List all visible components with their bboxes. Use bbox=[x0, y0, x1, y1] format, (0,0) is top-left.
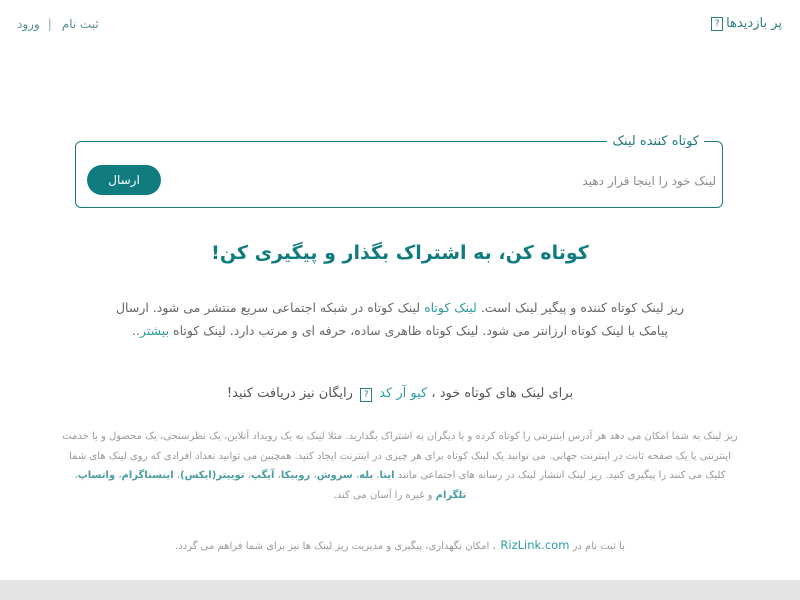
qr-code-line bbox=[0, 386, 800, 402]
short-link-link[interactable]: لینک کوتاه bbox=[424, 300, 477, 315]
qr-prefix: برای لینک های کوتاه خود ، bbox=[431, 386, 574, 401]
most-visited-link[interactable] bbox=[708, 16, 782, 31]
top-bar bbox=[0, 0, 800, 52]
intro-paragraph bbox=[100, 296, 700, 342]
qr-suffix: رایگان نیز دریافت کنید! bbox=[226, 386, 353, 401]
signup-note-prefix: با ثبت نام در bbox=[572, 541, 625, 552]
auth-links bbox=[17, 17, 99, 31]
login-link[interactable]: ورود bbox=[17, 17, 40, 31]
shortener-legend: کوتاه کننده لینک bbox=[612, 134, 699, 149]
auth-separator: | bbox=[47, 17, 54, 31]
description-text: ریز لینک به شما امکان می دهد هر آدرس اینترنتی را کوتاه کرده و با دیگران به اشتراک بگذارید. مثلا لینک به یک رویداد آنلاین، یک نظرسنجی، یک محصول و یا خدمت اینترنتی یا یک صفحه ثابت در اینترنت جهانی. می توانید یک لینک کوتاه برای هر چیزی در اینترنت ایجاد کنید. همچنین می توانید تعداد افرادی که روی لینک های شما کلیک می کنند را پیگیری کنید. ریز لینک انتشار لینک در رسانه های اجتماعی مانند bbox=[62, 431, 738, 481]
more-link[interactable]: بیشتر bbox=[139, 323, 170, 338]
footer-bar bbox=[0, 580, 800, 600]
missing-glyph-icon: ? bbox=[711, 17, 723, 31]
signup-note bbox=[0, 538, 800, 552]
app-name: واتساپ bbox=[77, 470, 116, 481]
app-name: بله bbox=[359, 470, 374, 481]
app-name: ایتا bbox=[379, 470, 395, 481]
qr-code-link[interactable]: کیو آر کد bbox=[379, 386, 428, 401]
app-name: روبیکا bbox=[280, 470, 311, 481]
link-shortener-form bbox=[75, 134, 723, 208]
intro-text-1: ریز لینک کوتاه کننده و پیگیر لینک است. bbox=[480, 300, 685, 315]
site-link[interactable]: RizLink.com bbox=[500, 538, 570, 552]
signup-note-suffix: ، امکان نگهداری، پیگیری و مدیریت ریز لینک ها نیز برای شما فراهم می گردد. bbox=[175, 541, 496, 552]
app-name: آیگپ bbox=[250, 470, 275, 481]
intro-text-2: لینک کوتاه در شبکه اجتماعی سریع منتشر می شود. ارسال پیامک با لینک کوتاه ارزانتر می شود. لینک کوتاه ظاهری ساده، حرفه ای و مرتب دارد. لینک کوتاه bbox=[115, 300, 668, 338]
headline: کوتاه کن، به اشتراک بگذار و پیگیری کن! bbox=[211, 242, 589, 264]
app-name: سروش bbox=[316, 470, 353, 481]
signup-link[interactable]: ثبت نام bbox=[61, 17, 99, 31]
missing-glyph-icon: ? bbox=[360, 388, 372, 402]
most-visited-label: پر بازدیدها bbox=[726, 16, 782, 31]
app-name: تلگرام bbox=[435, 489, 467, 501]
description-paragraph: ریز لینک به شما امکان می دهد هر آدرس اینترنتی را کوتاه کرده و با دیگران به اشتراک بگذارید. مثلا لینک به یک رویداد آنلاین، یک نظرسنجی، یک محصول و یا خدمت اینترنتی یا یک صفحه ثابت در اینترنت جهانی. می توانید یک لینک کوتاه برای هر چیزی در اینترنت ایجاد کنید. همچنین می توانید تعداد افرادی که روی لینک های شما کلیک می کنند را پیگیری کنید. ریز لینک انتشار لینک در رسانه های اجتماعی مانند ایتا، بله، سروش، روبیکا، آیگپ، توییتر(ایکس)، اینستاگرام، واتساپ، تلگرام و غیره را آسان می کند. bbox=[62, 431, 738, 501]
app-name: توییتر(ایکس) bbox=[180, 470, 245, 481]
link-input[interactable] bbox=[186, 167, 718, 195]
submit-button[interactable]: ارسال bbox=[87, 165, 161, 195]
description-tail: و غیره را آسان می کند. bbox=[333, 489, 433, 501]
app-name: اینستاگرام bbox=[121, 470, 174, 481]
intro-ellipsis: .. bbox=[132, 323, 140, 338]
